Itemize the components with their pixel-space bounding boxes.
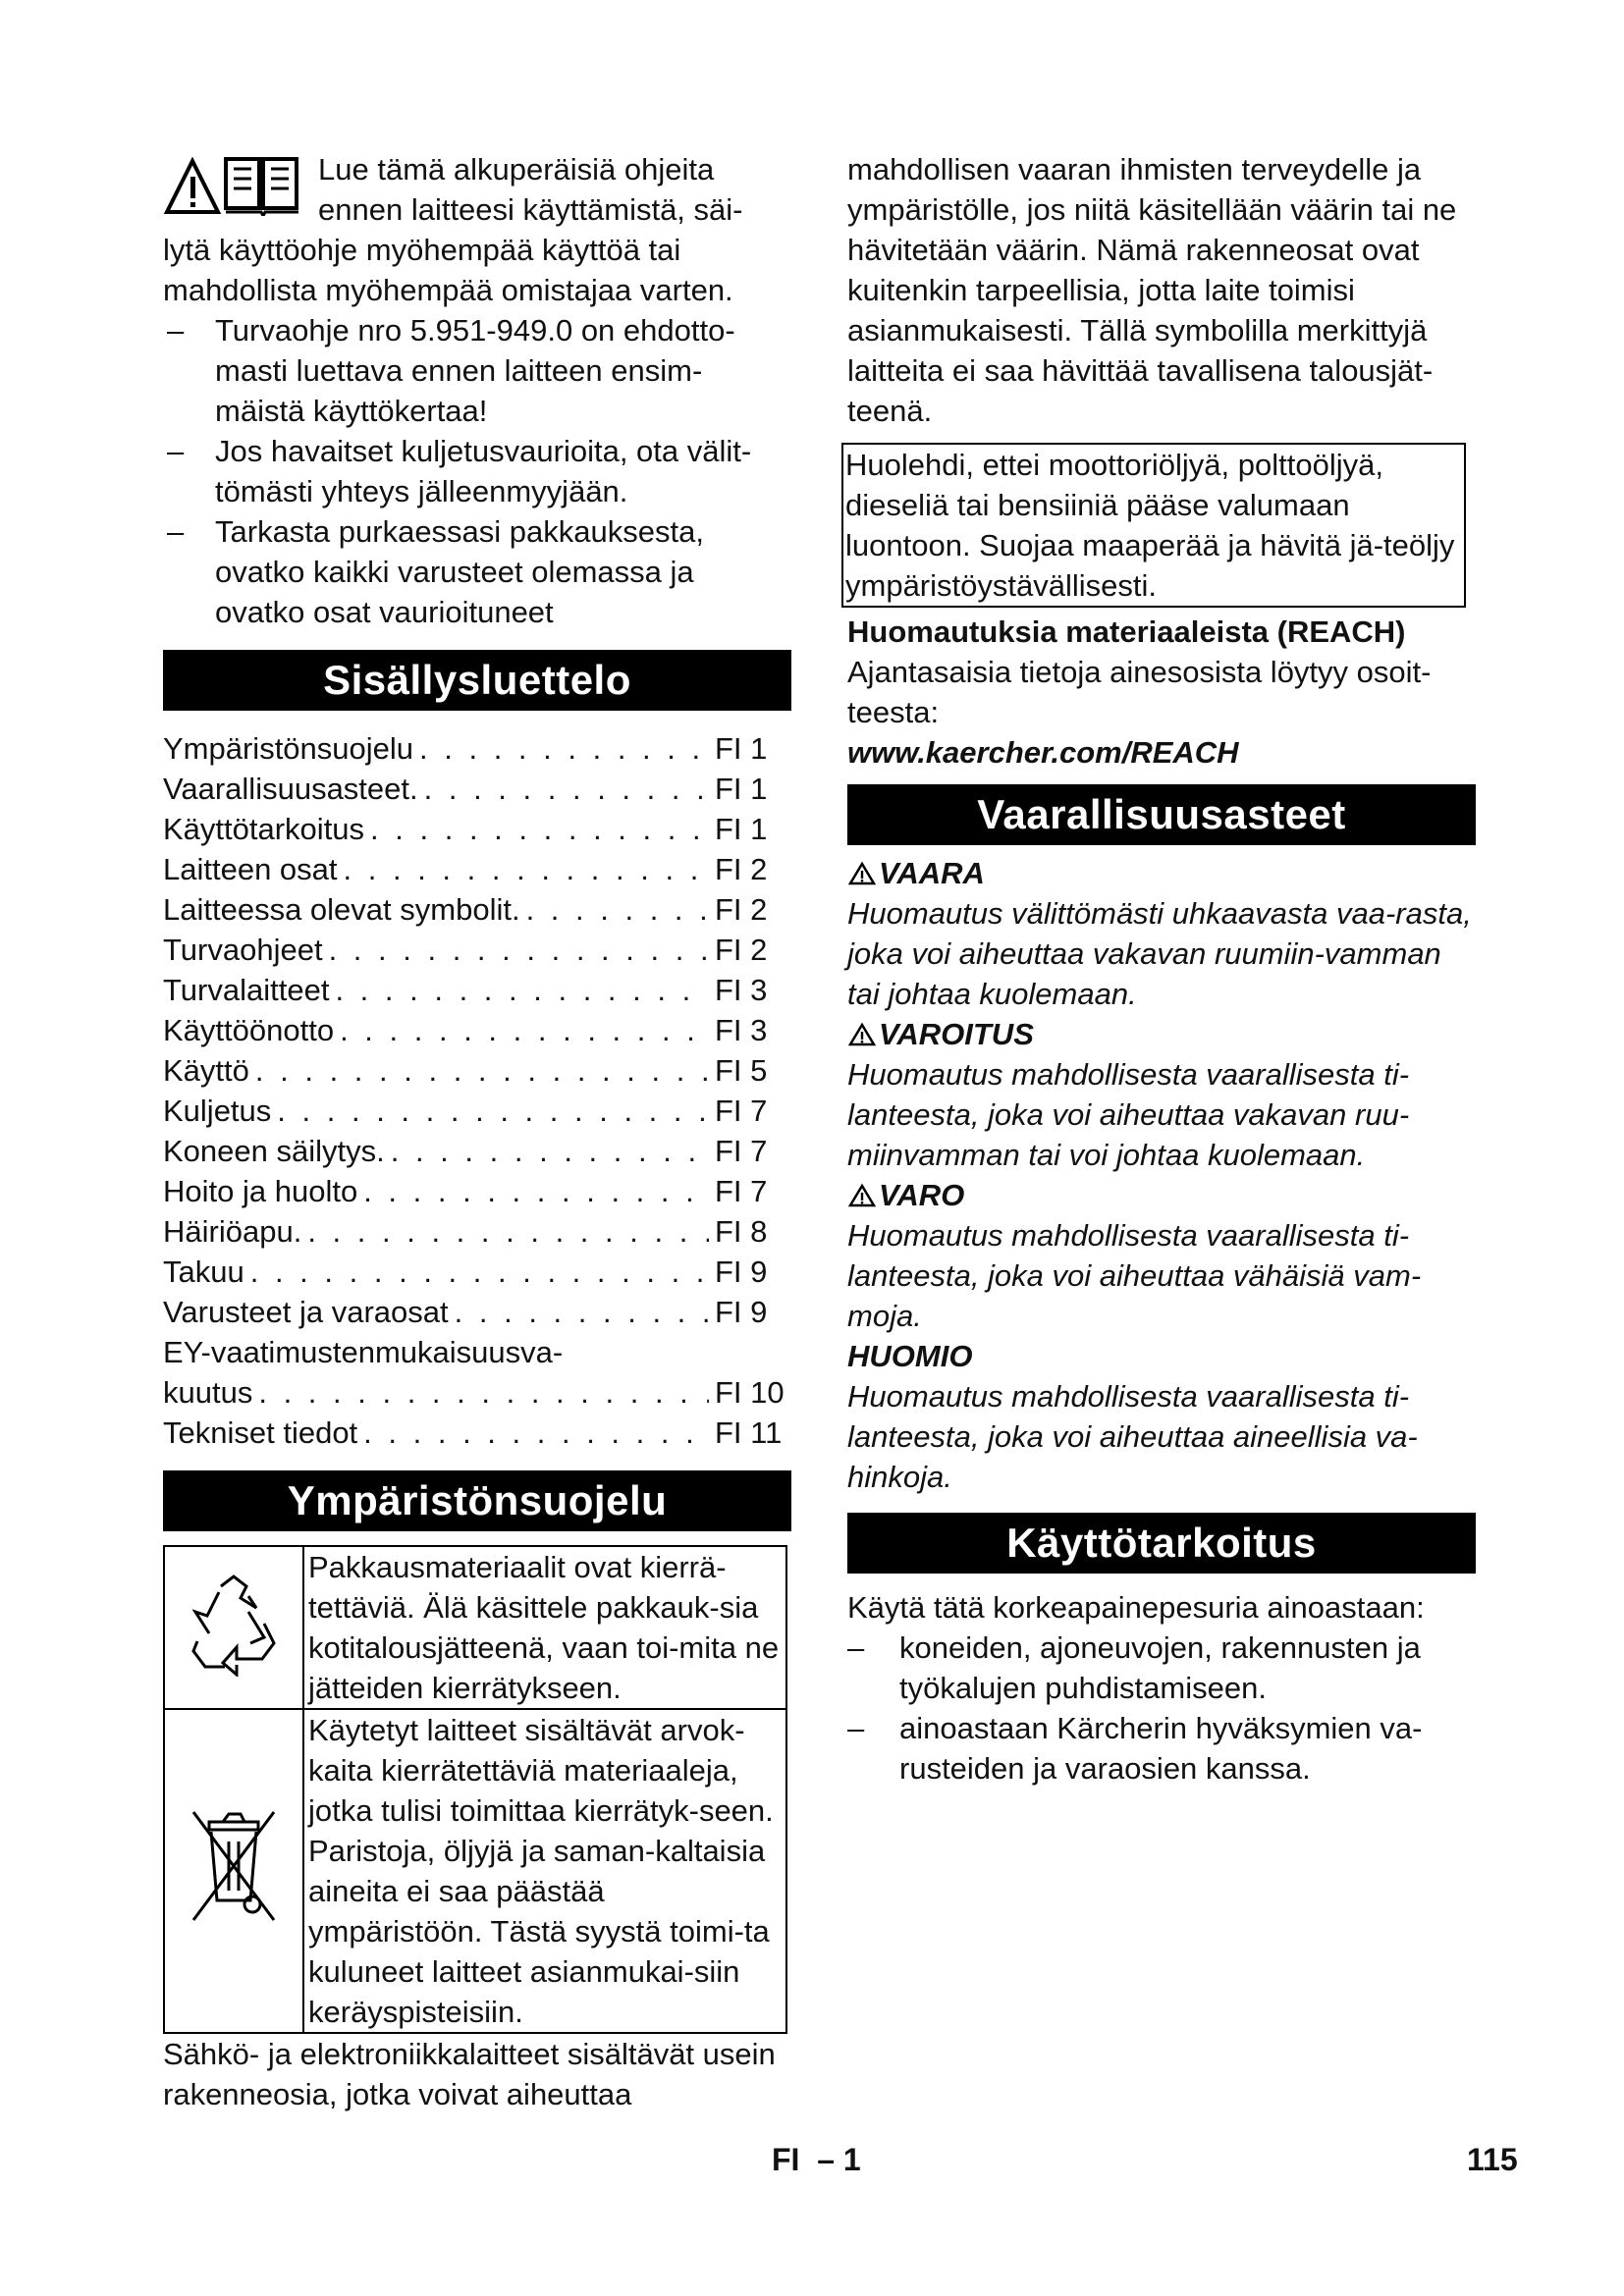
toc-item[interactable]: Käyttötarkoitus . . . FI 1: [163, 809, 791, 849]
toc-item[interactable]: Laitteen osat . . . FI 2: [163, 849, 791, 889]
bin-cell: [164, 1709, 303, 2033]
level-heading-vaara: VAARA: [847, 853, 1476, 893]
toc-item[interactable]: Käyttöönotto . . . FI 3: [163, 1010, 791, 1050]
toc-item[interactable]: kuutus . . . FI 10: [163, 1372, 791, 1413]
list-item: – Jos havaitset kuljetusvaurioita, ota välit-tömästi yhteys jälleenmyyjään.: [167, 434, 752, 508]
toc-item[interactable]: Kuljetus . . . FI 7: [163, 1091, 791, 1131]
reach-heading: Huomautuksia materiaaleista (REACH): [847, 614, 1406, 649]
reach-text: Ajantasaisia tietoja ainesosista löytyy osoit-teesta:: [847, 655, 1432, 729]
toc-item[interactable]: Vaarallisuusasteet. . . . FI 1: [163, 769, 791, 809]
boxed-note: Huolehdi, ettei moottoriöljyä, polttoöljyä, dieseliä tai bensiiniä pääse valumaan luontoon. Suojaa maaperää ja hävitä jä-teöljy ympäristöystävällisesti.: [841, 443, 1466, 608]
right-column: [847, 149, 1476, 1789]
toc-item[interactable]: Varusteet ja varaosat . . . FI 9: [163, 1292, 791, 1332]
toc-item[interactable]: Ympäristönsuojelu . . . FI 1: [163, 728, 791, 769]
warning-icon: [847, 1183, 877, 1208]
danger-levels: [847, 853, 1476, 1497]
intro-rest: lytä käyttöohje myöhempää käyttöä tai mahdollista myöhempää omistajaa varten.: [163, 233, 733, 307]
intro-list: [163, 310, 791, 632]
page-number: 115: [1467, 2142, 1518, 2177]
warning-icon: [847, 1022, 877, 1047]
intro-line-1: Lue tämä alkuperäisiä ohjeita: [318, 152, 715, 187]
list-item: – ainoastaan Kärcherin hyväksymien va-rusteiden ja varaosien kanssa.: [847, 1711, 1423, 1786]
manual-book-icon: [224, 155, 302, 216]
intended-use-heading: Käyttötarkoitus: [847, 1513, 1476, 1574]
toc-item[interactable]: Koneen säilytys. . . . FI 7: [163, 1131, 791, 1171]
level-heading-varo: VARO: [847, 1175, 1476, 1215]
environment-text: Pakkausmateriaalit ovat kierrä-tettäviä. Älä käsittele pakkauk-sia kotitalousjätteenä, vaan toi-mita ne jätteiden kierrätykseen.: [303, 1546, 786, 1709]
toc-heading: Sisällysluettelo: [163, 650, 791, 711]
table-row: [164, 1709, 786, 2033]
danger-levels-heading: Vaarallisuusasteet: [847, 784, 1476, 845]
toc-item-prefix[interactable]: EY-vaatimustenmukaisuusva-: [163, 1335, 564, 1369]
environment-table: [163, 1545, 787, 2034]
recycle-cell: [164, 1546, 303, 1709]
environment-text: Käytetyt laitteet sisältävät arvok-kaita kierrätettäviä materiaaleja, jotka tulisi toimittaa kierrätyk-seen. Paristoja, öljyjä ja saman-kaltaisia aineita ei saa päästää ympäristöön. Tästä syystä toimi-ta kuluneet laitteet asianmukai-siin keräyspisteisiin.: [303, 1709, 786, 2033]
level-text: Huomautus mahdollisesta vaarallisesta ti-lanteesta, joka voi aiheuttaa vähäisiä vam-moja.: [847, 1218, 1422, 1333]
use-intro: Käytä tätä korkeapainepesuria ainoastaan:: [847, 1590, 1425, 1625]
toc-item[interactable]: Käyttö . . . FI 5: [163, 1050, 791, 1091]
intro-line-2: ennen laitteesi käyttämistä, säi-: [318, 192, 743, 227]
intro-block: [163, 149, 791, 310]
toc-item[interactable]: Takuu . . . FI 9: [163, 1252, 791, 1292]
crossed-bin-icon: [180, 1792, 288, 1940]
level-heading-varoitus: VAROITUS: [847, 1014, 1476, 1054]
toc-item[interactable]: Turvalaitteet . . . FI 3: [163, 970, 791, 1010]
warning-icon: [847, 861, 877, 886]
reach-url[interactable]: www.kaercher.com/REACH: [847, 735, 1239, 770]
toc-item[interactable]: Hoito ja huolto . . . FI 7: [163, 1171, 791, 1211]
toc-item[interactable]: Häiriöapu. . . . FI 8: [163, 1211, 791, 1252]
table-row: [164, 1546, 786, 1709]
level-text: Huomautus mahdollisesta vaarallisesta ti-lanteesta, joka voi aiheuttaa vakavan ruu-miinvamman tai voi johtaa kuolemaan.: [847, 1057, 1410, 1172]
use-list: [847, 1628, 1476, 1789]
after-table-text: Sähkö- ja elektroniikkalaitteet sisältävät usein rakenneosia, jotka voivat aiheuttaa: [163, 2037, 776, 2111]
list-item: – koneiden, ajoneuvojen, rakennusten ja työkalujen puhdistamiseen.: [847, 1630, 1421, 1705]
left-column: [163, 149, 791, 2114]
level-heading-huomio: HUOMIO: [847, 1339, 973, 1373]
toc-item[interactable]: Tekniset tiedot . . . FI 11: [163, 1413, 791, 1453]
footer-section: FI – 1: [772, 2142, 861, 2177]
continuation-text: mahdollisen vaaran ihmisten terveydelle ja ympäristölle, jos niitä käsitellään väärin tai ne hävitetään väärin. Nämä rakenneosat ovat kuitenkin tarpeellisia, jotta laite toimisi asianmukaisesti. Tällä symbolilla merkittyjä laitteita ei saa hävittää tavallisena talousjät-teenä.: [847, 152, 1457, 428]
environment-heading: Ympäristönsuojelu: [163, 1470, 791, 1531]
toc-item[interactable]: Turvaohjeet . . . FI 2: [163, 930, 791, 970]
table-of-contents: [163, 728, 791, 1453]
toc-item[interactable]: Laitteessa olevat symbolit. . . . FI 2: [163, 889, 791, 930]
list-item: – Tarkasta purkaessasi pakkauksesta, ovatko kaikki varusteet olemassa ja ovatko osat vaurioituneet: [167, 514, 704, 629]
recycle-icon: [180, 1569, 288, 1677]
level-text: Huomautus mahdollisesta vaarallisesta ti-lanteesta, joka voi aiheuttaa aineellisia va-hinkoja.: [847, 1379, 1418, 1494]
list-item: – Turvaohje nro 5.951-949.0 on ehdotto-masti luettava ennen laitteen ensim-mäistä käyttökertaa!: [167, 313, 735, 428]
level-text: Huomautus välittömästi uhkaavasta vaa-rasta, joka voi aiheuttaa vakavan ruumiin-vamman tai johtaa kuolemaan.: [847, 896, 1472, 1011]
